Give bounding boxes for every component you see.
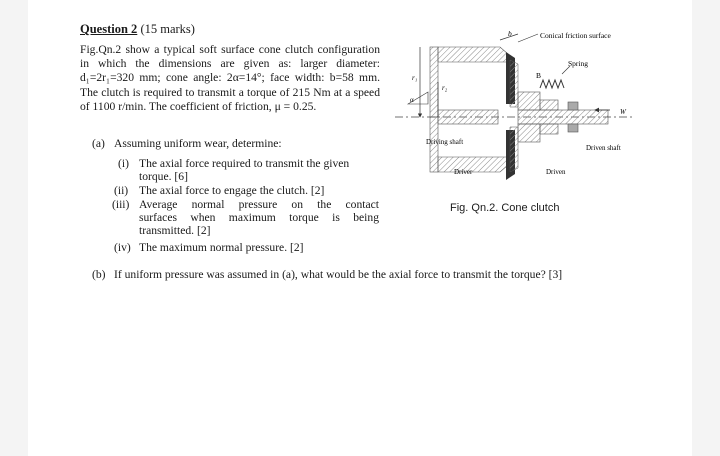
cone-clutch-figure	[390, 22, 640, 197]
item-iv-num: (iv)	[114, 241, 131, 254]
label-driver: Driver	[454, 168, 473, 176]
driven-cone	[506, 52, 518, 180]
item-i-line1: The axial force required to transmit the given	[139, 157, 350, 170]
item-iv-line1: The maximum normal pressure. [2]	[139, 241, 304, 254]
label-conical-surface: Conical friction surface	[540, 31, 611, 40]
label-driven-shaft: Driven shaft	[586, 144, 621, 152]
item-iii-line2: surfaces when maximum torque is being	[139, 211, 379, 224]
driven-shaft	[518, 110, 608, 124]
driver-body	[430, 47, 508, 172]
label-w: W	[620, 108, 626, 116]
part-a-text: Assuming uniform wear, determine:	[114, 137, 282, 150]
item-iii-line3: transmitted. [2]	[139, 224, 211, 237]
part-a-label: (a)	[92, 137, 105, 150]
item-iii-num: (iii)	[112, 198, 130, 211]
item-ii-line1: The axial force to engage the clutch. [2]	[139, 184, 325, 197]
conical-leader	[518, 34, 538, 42]
question-marks: (15 marks)	[140, 22, 195, 36]
label-B: B	[536, 71, 542, 80]
label-alpha: α	[410, 96, 414, 104]
label-r2: r₂	[442, 84, 448, 92]
label-spring: Spring	[568, 59, 589, 68]
question-intro: Fig.Qn.2 show a typical soft surface cone clutch configuration in which the dimensions are given as: larger diameter: d₁=2r₁=320 mm; cone angle: 2α=14°; face width: b=58 mm. The clutch is required to transmit a torque of 215 Nm at a speed of 1100 r/min. The coefficient of friction, μ = 0.25.	[80, 43, 380, 113]
figure-caption: Fig. Qn.2. Cone clutch	[450, 202, 560, 214]
part-b-text: If uniform pressure was assumed in (a), what would be the axial force to transmit the torque? [3]	[114, 268, 563, 281]
driving-shaft	[438, 110, 498, 124]
part-b-label: (b)	[92, 268, 106, 281]
question-heading	[80, 22, 195, 37]
item-i-line2: torque. [6]	[139, 170, 188, 183]
label-driving-shaft: Driving shaft	[426, 138, 464, 146]
spring	[540, 80, 564, 88]
item-iii-line1: Average normal pressure on the contact	[139, 198, 379, 211]
label-driven: Driven	[546, 168, 566, 176]
label-b: b	[508, 29, 512, 38]
question-label: Question 2	[80, 22, 138, 36]
item-i-num: (i)	[118, 157, 129, 170]
item-ii-num: (ii)	[114, 184, 129, 197]
label-r1: r₁	[412, 74, 418, 82]
